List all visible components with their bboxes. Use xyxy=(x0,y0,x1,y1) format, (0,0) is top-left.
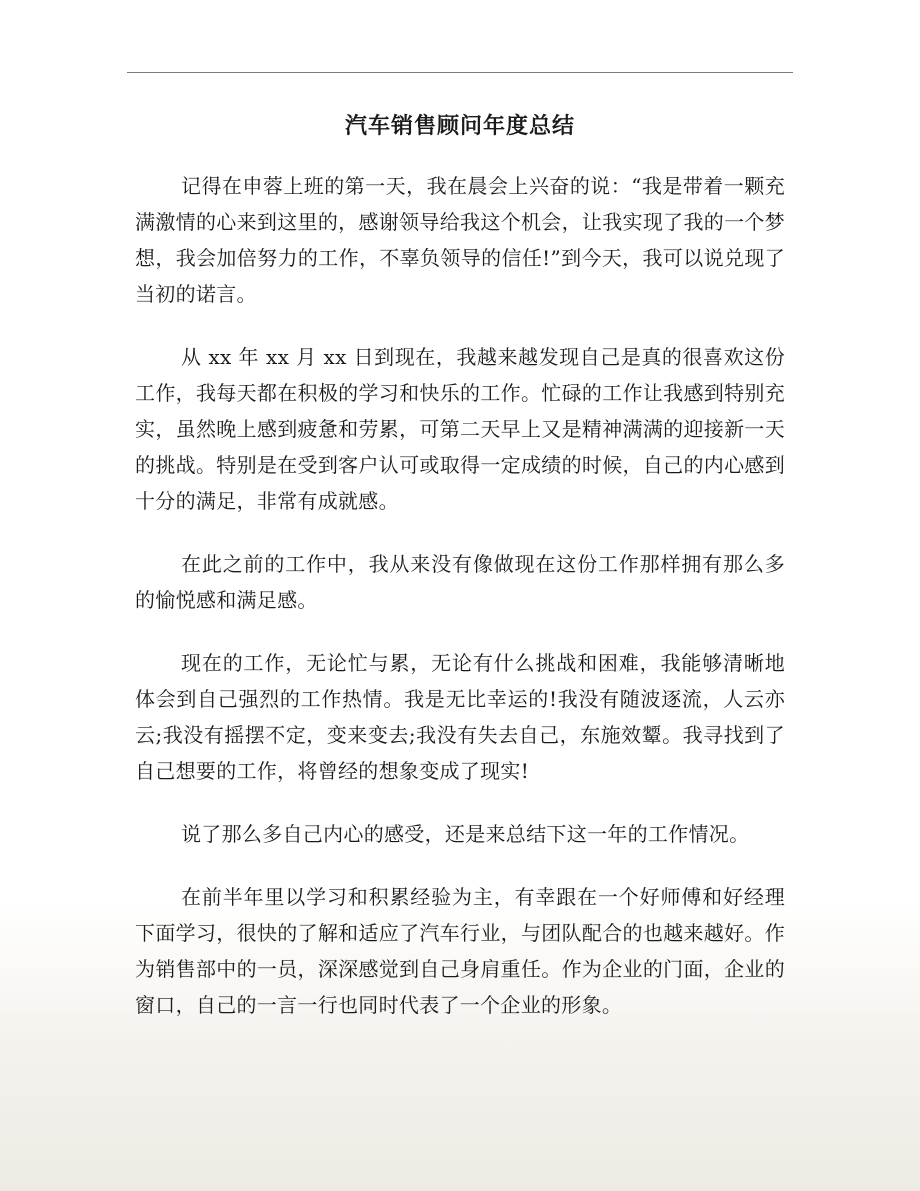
paragraph: 记得在申蓉上班的第一天，我在晨会上兴奋的说：“我是带着一颗充满激情的心来到这里的，感谢领导给我这个机会，让我实现了我的一个梦想，我会加倍努力的工作，不辜负领导的信任!”到今天，我可以说兑现了当初的诺言。 xyxy=(135,174,785,306)
paragraph: 说了那么多自己内心的感受，还是来总结下这一年的工作情况。 xyxy=(181,822,750,846)
paragraph: 在前半年里以学习和积累经验为主，有幸跟在一个好师傅和好经理下面学习，很快的了解和适应了汽车行业，与团队配合的也越来越好。作为销售部中的一员，深深感觉到自己身肩重任。作为企业的门面，企业的窗口，自己的一言一行也同时代表了一个企业的形象。 xyxy=(135,885,785,1017)
document-body xyxy=(135,168,785,1050)
paragraph: 在此之前的工作中，我从来没有像做现在这份工作那样拥有那么多的愉悦感和满足感。 xyxy=(135,552,785,612)
paragraph: 从 xx 年 xx 月 xx 日到现在，我越来越发现自己是真的很喜欢这份工作，我每天都在积极的学习和快乐的工作。忙碌的工作让我感到特别充实，虽然晚上感到疲惫和劳累，可第二天早上又是精神满满的迎接新一天的挑战。特别是在受到客户认可或取得一定成绩的时候，自己的内心感到十分的满足，非常有成就感。 xyxy=(135,345,785,513)
paragraph: 现在的工作，无论忙与累，无论有什么挑战和困难，我能够清晰地体会到自己强烈的工作热情。我是无比幸运的!我没有随波逐流，人云亦云;我没有摇摆不定，变来变去;我没有失去自己，东施效颦。我寻找到了自己想要的工作，将曾经的想象变成了现实! xyxy=(135,651,785,783)
document-title: 汽车销售顾问年度总结 xyxy=(344,113,575,139)
header-divider xyxy=(127,72,793,73)
